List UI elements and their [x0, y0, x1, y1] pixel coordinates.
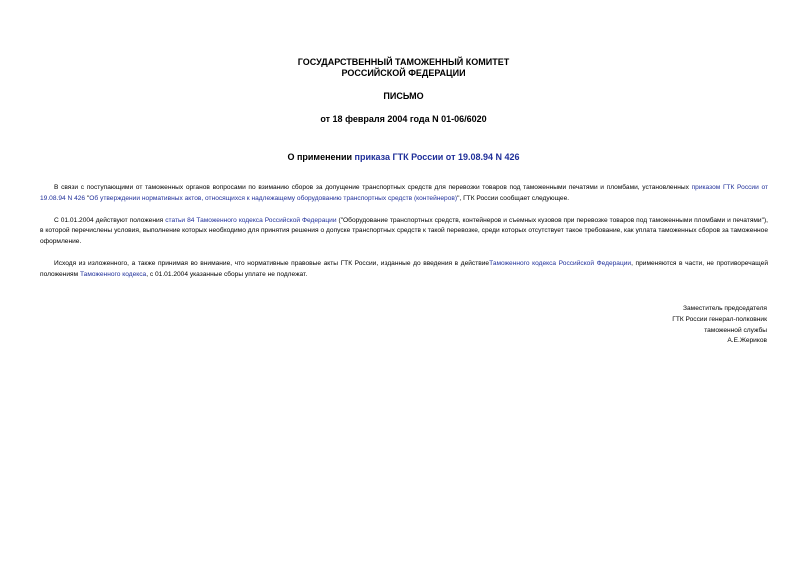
paragraph-text: ", ГТК России сообщает следующее. — [457, 194, 570, 202]
customs-code-rf-link[interactable]: Таможенного кодекса Российской Федерации — [489, 259, 632, 267]
customs-code-link[interactable]: Таможенного кодекса — [79, 270, 147, 278]
paragraph-text: , с 01.01.2004 указанные сборы уплате не подлежат. — [146, 270, 308, 278]
document-header — [0, 57, 807, 125]
paragraph-text: Исходя из изложенного, а также принимая во внимание, что нормативные правовые акты ГТК России, изданные до введения в действие — [54, 259, 490, 267]
order-title-link[interactable]: Об утверждении нормативных актов, относящихся к надлежащему оборудованию транспортных средств (контейнеров) — [89, 194, 458, 202]
signature-block — [567, 304, 767, 347]
paragraph-2 — [40, 216, 768, 248]
subject-link[interactable]: приказа ГТК России от 19.08.94 N 426 — [354, 152, 520, 162]
paragraph-3 — [40, 259, 768, 281]
article-84-link[interactable]: статьи 84 Таможенного кодекса Российской Федерации — [165, 216, 337, 224]
signature-name: А.Е.Жериков — [727, 337, 767, 345]
subject-prefix: О применении — [287, 152, 355, 162]
document-body — [40, 183, 768, 292]
document-subject — [0, 152, 807, 163]
signature-position: Заместитель председателя — [683, 305, 767, 312]
paragraph-text: " — [85, 194, 90, 202]
signature-service: таможенной службы — [704, 326, 767, 334]
signature-rank: ГТК России генерал-полковник — [672, 315, 767, 323]
paragraph-text: В связи с поступающими от таможенных органов вопросами по взиманию сборов за допущение транспортных средств для перевозки товаров под таможенными печатями и пломбами, установленных — [54, 184, 692, 191]
paragraph-text: , применяются в части, не противоречащей положениям — [40, 259, 769, 278]
paragraph-1 — [40, 183, 768, 205]
paragraph-text: ("Оборудование транспортных средств, контейнеров и съемных кузовов при перевозке товаров под таможенными пломбами и печатями"), в которой перечислены условия, выполнение которых необходимо для принятия решения о допуске транспортных средств к такой перевозке, среди которых отсутствует такое требование, как уплата таможенных сборов за таможенное оформление. — [40, 216, 768, 246]
agency-name-line1: ГОСУДАРСТВЕННЫЙ ТАМОЖЕННЫЙ КОМИТЕТ — [297, 57, 510, 67]
agency-name-line2: РОССИЙСКОЙ ФЕДЕРАЦИИ — [341, 68, 466, 78]
document-type: ПИСЬМО — [383, 91, 424, 101]
paragraph-text: С 01.01.2004 действуют положения — [54, 216, 166, 224]
document-date: от 18 февраля 2004 года N 01-06/6020 — [320, 114, 487, 124]
order-link[interactable]: приказом ГТК России от 19.08.94 N 426 — [40, 184, 768, 202]
